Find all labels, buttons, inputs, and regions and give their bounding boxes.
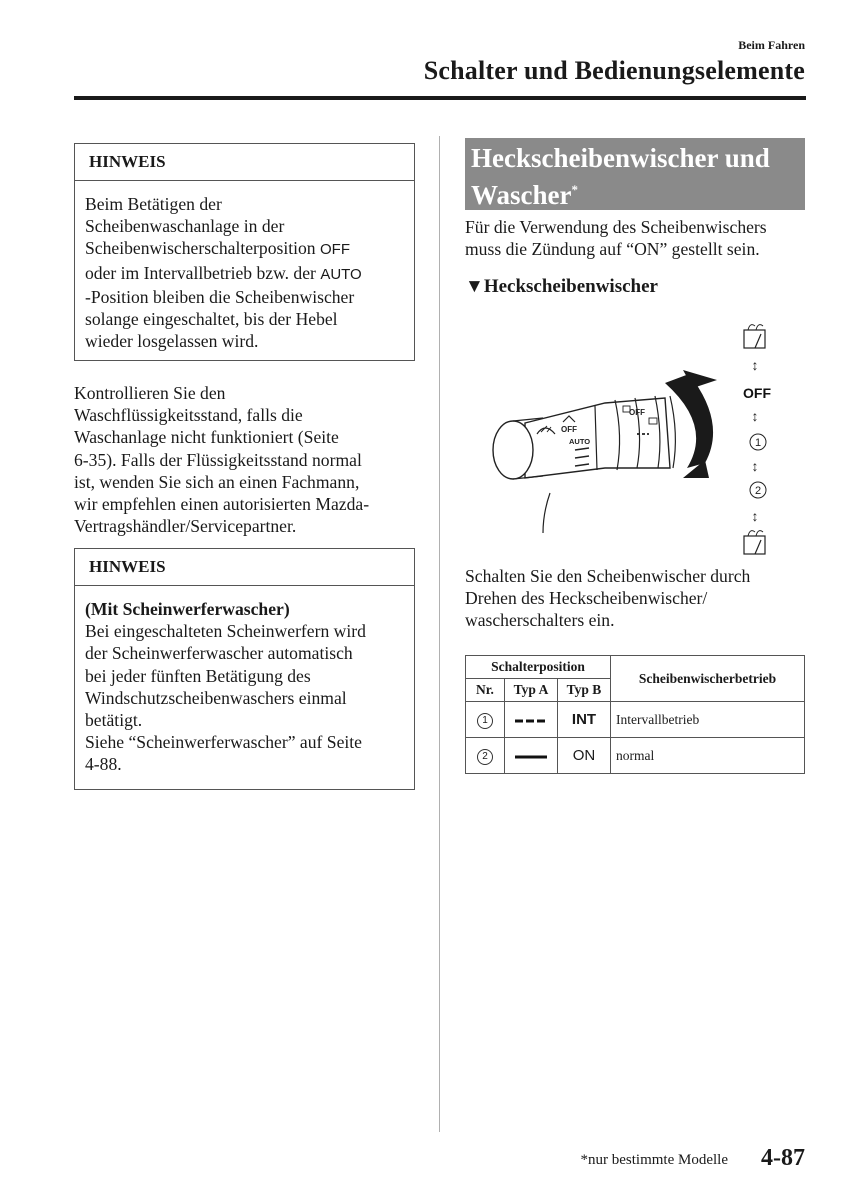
- paragraph-line: Waschflüssigkeitsstand, falls die: [74, 405, 303, 426]
- double-arrow-icon: ↕: [751, 357, 759, 373]
- note-subheading: (Mit Scheinwerferwascher): [85, 599, 290, 619]
- note-line: Siehe “Scheinwerferwascher” auf Seite: [85, 732, 362, 753]
- position-1-label: 1: [754, 437, 762, 449]
- row-number: 2: [477, 749, 493, 765]
- double-arrow-icon: ↕: [751, 408, 759, 424]
- subsection-heading: [465, 276, 658, 298]
- note-line: [85, 262, 404, 286]
- subsection-title: Heckscheibenwischer: [483, 276, 658, 297]
- wiper-mode: normal: [611, 738, 805, 774]
- note-line: betätigt.: [85, 710, 143, 731]
- header-rule: [74, 96, 806, 100]
- note-body: [75, 586, 414, 784]
- note-line: [85, 237, 404, 261]
- note-line: Windschutzscheibenwaschers einmal: [85, 687, 347, 708]
- fluid-level-paragraph: [74, 382, 419, 537]
- double-arrow-icon: ↕: [751, 458, 759, 474]
- table-row: [466, 702, 805, 738]
- section-heading-line: Heckscheibenwischer und: [471, 143, 770, 173]
- triangle-marker-icon: ▼: [465, 276, 484, 297]
- section-heading: [465, 138, 805, 210]
- rear-wiper-lever-figure: [465, 318, 810, 563]
- rear-washer-icon: [744, 531, 765, 554]
- note-line: der Scheinwerferwascher automatisch: [85, 643, 353, 664]
- double-arrow-icon: ↕: [751, 508, 759, 524]
- position-off-label: OFF: [743, 385, 771, 401]
- rotation-arrow-icon: [665, 374, 713, 468]
- section-label: Beim Fahren: [738, 38, 805, 52]
- paragraph-line: wascherschalters ein.: [465, 610, 615, 631]
- table-header-nr: Nr.: [466, 679, 505, 702]
- page-title: Schalter und Bedienungselemente: [423, 56, 805, 85]
- table-header-mode: Scheibenwischerbetrieb: [611, 656, 805, 702]
- note-line: Bei eingeschalteten Scheinwerfern wird: [85, 621, 366, 642]
- paragraph-line: Drehen des Heckscheibenwischer/: [465, 588, 708, 609]
- page-number: 4-87: [761, 1145, 805, 1171]
- section-heading-text: Wascher: [471, 180, 572, 210]
- paragraph-line: Schalten Sie den Scheibenwischer durch: [465, 566, 751, 586]
- paragraph-line: Für die Verwendung des Scheibenwischers: [465, 217, 767, 237]
- type-b-value: INT: [558, 702, 611, 738]
- paragraph-line: wir empfehlen einen autorisierten Mazda-: [74, 494, 370, 515]
- note-heading: HINWEIS: [75, 144, 414, 181]
- table-row: [466, 738, 805, 774]
- model-asterisk: *: [571, 182, 578, 197]
- rear-washer-icon: [744, 325, 765, 348]
- note-line: Beim Betätigen der: [85, 194, 222, 214]
- note-heading: HINWEIS: [75, 549, 414, 586]
- keyword-off: OFF: [320, 241, 351, 259]
- type-b-value: ON: [558, 738, 611, 774]
- table-header-type-b: Typ B: [558, 679, 611, 702]
- paragraph-line: Vertragshändler/Servicepartner.: [74, 516, 297, 537]
- note-text: oder im Intervallbetrieb bzw. der: [85, 262, 321, 283]
- paragraph-line: Waschanlage nicht funktioniert (Seite: [74, 427, 339, 448]
- footer-note: *nur bestimmte Modelle: [580, 1152, 728, 1168]
- lever-label-off: OFF: [561, 425, 577, 434]
- solid-line-icon: [515, 754, 547, 760]
- note-text: Scheibenwischerschalterposition: [85, 238, 321, 259]
- row-number: 1: [477, 713, 493, 729]
- switch-paragraph: [465, 565, 810, 632]
- section-heading-line: [471, 174, 799, 211]
- paragraph-line: muss die Zündung auf “ON” gestellt sein.: [465, 239, 760, 260]
- ignition-paragraph: [465, 216, 810, 260]
- note-box-1: [74, 143, 415, 361]
- keyword-auto: AUTO: [320, 265, 362, 283]
- note-line: solange eingeschaltet, bis der Hebel: [85, 309, 338, 330]
- table-group-header: Schalterposition: [466, 656, 611, 679]
- column-divider: [439, 136, 440, 1132]
- dashed-line-icon: [515, 718, 547, 724]
- note-body: [75, 181, 414, 360]
- switch-position-table: [465, 655, 805, 774]
- note-line: wieder losgelassen wird.: [85, 331, 259, 352]
- paragraph-line: 6-35). Falls der Flüssigkeitsstand normal: [74, 449, 362, 470]
- position-2-label: 2: [754, 485, 762, 497]
- paragraph-line: Kontrollieren Sie den: [74, 383, 226, 403]
- note-line: -Position bleiben die Scheibenwischer: [85, 286, 355, 307]
- wiper-mode: Intervallbetrieb: [611, 702, 805, 738]
- lever-label-rear-off: OFF: [629, 408, 645, 417]
- table-header-type-a: Typ A: [505, 679, 558, 702]
- lever-label-auto: AUTO: [569, 437, 591, 446]
- paragraph-line: ist, wenden Sie sich an einen Fachmann,: [74, 471, 360, 492]
- note-line: 4-88.: [85, 754, 122, 775]
- note-line: Scheibenwaschanlage in der: [85, 216, 285, 237]
- note-box-2: [74, 548, 415, 790]
- note-line: bei jeder fünften Betätigung des: [85, 665, 311, 686]
